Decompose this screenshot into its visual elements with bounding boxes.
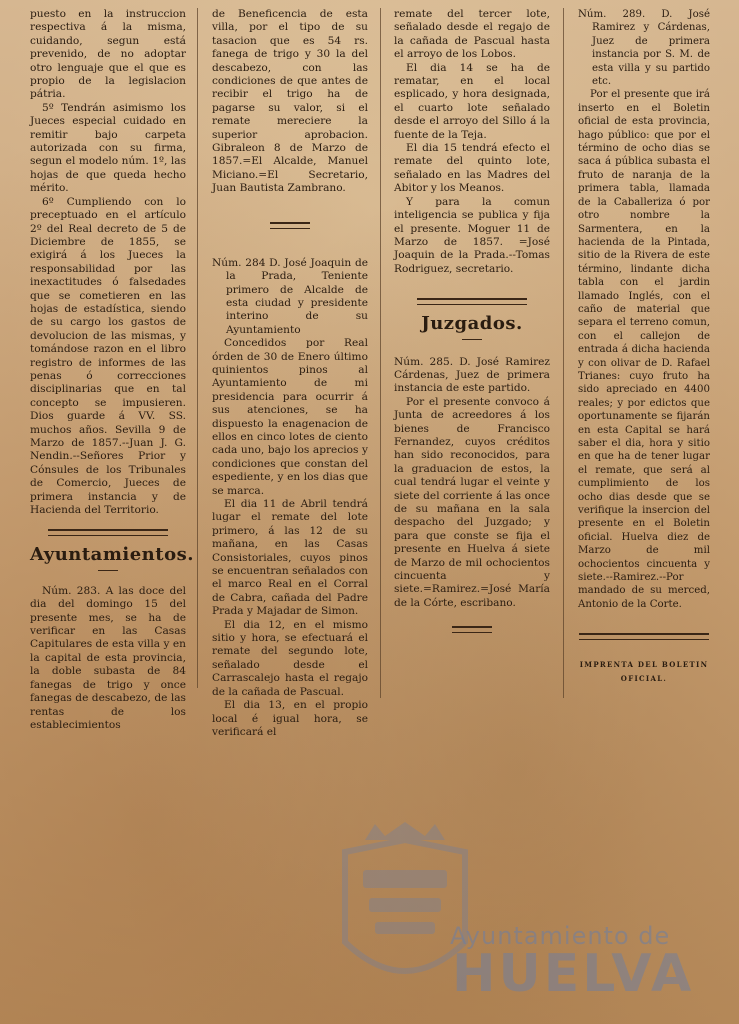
paragraph: Y para la comun inteligencia se publica y fija el presente. Moguer 11 de Marzo de 1857. =José Joaquin de la Prada.--Tomas Rodriguez, secretario. [394,195,550,275]
watermark-text: HUELVA [452,944,695,1004]
paragraph: Núm. 284 D. José Joaquin de la Prada, Teniente primero de Alcalde de esta ciudad y presidente interino de su Ayuntamiento [212,256,368,336]
section-title-juzgados: Juzgados. [421,313,523,335]
column-2 [212,8,368,739]
section-divider [579,633,709,640]
column-1 [30,8,194,732]
paragraph: de Beneficencia de esta villa, por el tipo de su tasacion que es 54 rs. fanega de trigo y 30 la del descabezo, con las condiciones de que antes de recibir el trigo ha de pagarse su valor, si el remate mereciere la superior aprobacion. Gibraleon 8 de Marzo de 1857.=El Alcalde, Manuel Miciano.=El Secretario, Juan Bautista Zambrano. [212,8,368,195]
short-rule [462,339,482,340]
column-divider [563,8,564,698]
paragraph: 6º Cumpliendo con lo preceptuado en el artículo 2º del Real decreto de 5 de Diciembre de 1855, se exigirá á los Jueces la responsabilidad por las inexactitudes ó falsedades que se cometieren en las hojas de estadística, siendo de su cargo los gastos de devolucion de las mismas, y tomándose razon en el libro registro de informes de las penas ó correcciones disciplinarias que en tal concepto se impusieren. Dios guarde á VV. SS. muchos años. Sevilla 9 de Marzo de 1857.--Juan J. G. Nendin.--Señores Prior y Cónsules de los Tribunales de Comercio, Jueces de primera instancia y de Hacienda del Territorio. [30,195,186,517]
watermark-text: Ayuntamiento de [450,922,671,950]
short-rule [98,570,118,571]
paragraph: Por el presente que irá inserto en el Boletin oficial de esta provincia, hago público: que por el término de ocho dias se saca á pública subasta el fruto de naranja de la primera tabla, llamada de la Caballeriza ó por otro nombre la Sarmentera, en la hacienda de la Pintada, sitio de la Rivera de este término, lindante dicha tabla con el jardin llamado Inglés, con el caño de material que separa el terreno comun, con el callejon de entrada á dicha hacienda y con olivar de D. Rafael Trianes: cuyo fruto ha sido apreciado en 4400 reales; y por edictos que oportunamente se fijarán en esta Capital se hará saber el dia, hora y sitio en que ha de tener lugar el remate, que será al cumplimiento de los ocho dias desde que se verifique la insercion del presente en el Boletin oficial. Huelva diez de Marzo de mil ochocientos cincuenta y siete.--Ramirez.--Por mandado de su merced, Antonio de la Corte. [578,89,710,610]
paragraph: Núm. 285. D. José Ramirez Cárdenas, Juez de primera instancia de este partido. [394,355,550,395]
printer-imprint: IMPRENTA DEL BOLETIN OFICIAL. [579,660,709,683]
paragraph: Núm. 283. A las doce del dia del domingo 15 del presente mes, se ha de verificar en las Casas Capitulares de esta villa y en la capital de esta provincia, la doble subasta de 84 fanegas de trigo y once fanegas de descabezo, de las rentas de los establecimientos [30,584,186,731]
paragraph: remate del tercer lote, señalado desde el regajo de la cañada de Pascual hasta el arroyo de los Lobos. [394,8,550,61]
paragraph: Concedidos por Real órden de 30 de Enero último quinientos pinos al Ayuntamiento de mi presidencia para ocurrir á sus atenciones, se ha dispuesto la enagenacion de ellos en cinco lotes de ciento cada uno, bajo los aprecios y condiciones que constan del espediente, y en los dias que se marca. [212,337,368,497]
paragraph: Núm. 289. D. José Ramirez y Cárdenas, Juez de primera instancia por S. M. de esta villa y su partido etc. [578,9,710,88]
section-divider [270,222,310,229]
paragraph: 5º Tendrán asimismo los Jueces especial cuidado en remitir bajo carpeta autorizada con su firma, segun el modelo núm. 1º, las hojas de que queda hecho mérito. [30,101,186,195]
column-divider [197,8,198,688]
column-4 [578,8,710,685]
section-divider [417,298,527,305]
column-3 [394,8,550,649]
paragraph: El dia 14 se ha de rematar, en el local esplicado, y hora designada, el cuarto lote señalado desde el arroyo del Sillo á la fuente de la Teja. [394,61,550,141]
paragraph: Por el presente convoco á Junta de acreedores á los bienes de Francisco Fernandez, cuyos créditos han sido reconocidos, para la graduacion de estos, la cual tendrá lugar el veinte y siete del corriente á las once de su mañana en la sala despacho del Juzgado; y para que conste se fija el presente en Huelva á siete de Marzo de mil ochocientos cincuenta y siete.=Ramirez.=José María de la Córte, escribano. [394,395,550,609]
section-divider [452,626,492,633]
paragraph: El dia 15 tendrá efecto el remate del quinto lote, señalado en las Madres del Abitor y los Meanos. [394,142,550,195]
section-divider [48,529,168,536]
section-title-ayuntamientos: Ayuntamientos. [30,544,194,566]
paragraph: El dia 12, en el mismo sitio y hora, se efectuará el remate del segundo lote, señalado desde el Carrascalejo hasta el regajo de la cañada de Pascual. [212,618,368,698]
paragraph: El dia 13, en el propio local é igual hora, se verificará el [212,699,368,738]
column-divider [380,8,381,698]
paragraph: El dia 11 de Abril tendrá lugar el remate del lote primero, á las 12 de su mañana, en las Casas Consistoriales, cuyos pinos se encuentran señalados con el marco Real en el Corral de Cabra, cañada del Padre Prada y Majadar de Simon. [212,498,368,618]
paragraph: puesto en la instruccion respectiva á la misma, cuidando, segun está prevenido, de no adoptar otro lenguaje que el que es propio de la legislacion pátria. [30,8,186,101]
